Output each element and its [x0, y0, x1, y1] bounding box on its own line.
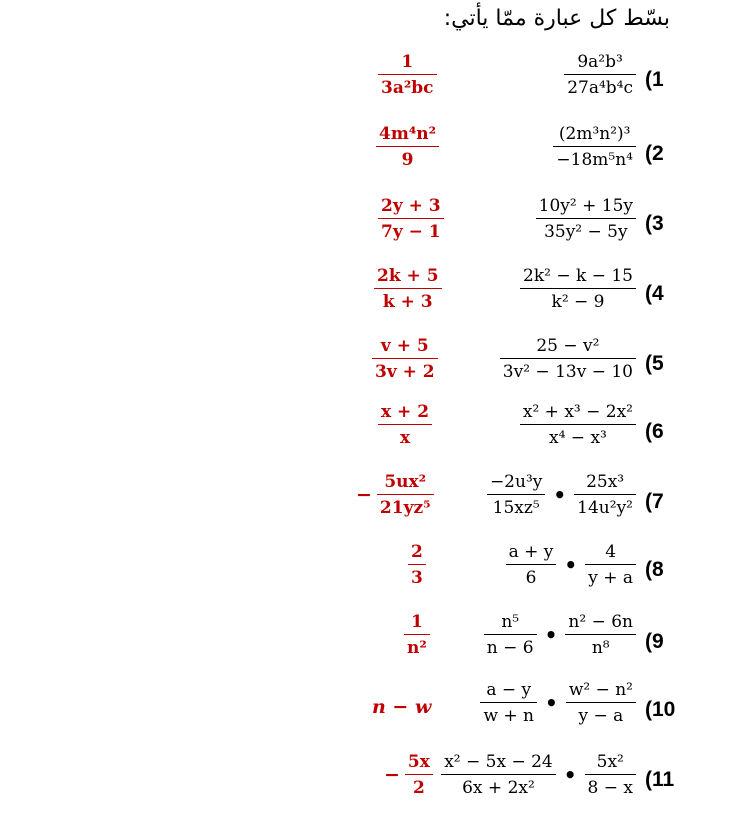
problem-number: (7: [645, 490, 664, 513]
second-factor-fraction: [566, 680, 636, 726]
problem-number: (3: [645, 212, 664, 235]
denominator: 7y − 1: [378, 218, 444, 242]
numerator: 4: [605, 542, 617, 562]
first-factor-fraction: [480, 680, 537, 726]
denominator: 21yz⁵: [377, 494, 434, 518]
denominator: −18m⁵n⁴: [553, 146, 636, 170]
numerator: x + 2: [381, 402, 430, 422]
problem-number: (9: [645, 630, 664, 653]
answer-fraction: [378, 196, 444, 242]
denominator: 8 − x: [585, 774, 636, 798]
numerator: (2m³n²)³: [558, 124, 631, 144]
question-fraction: [536, 196, 636, 242]
answer-fraction: [405, 752, 433, 798]
question-expression: [564, 52, 636, 98]
first-factor-fraction: [441, 752, 556, 798]
answer-expression: [378, 196, 444, 242]
denominator: 3v + 2: [372, 358, 438, 382]
answer-fraction: [404, 612, 430, 658]
answer-expression: [378, 402, 432, 448]
question-expression: [536, 196, 636, 242]
numerator: 25x³: [586, 472, 625, 492]
problem-number: (5: [645, 352, 664, 375]
problem-number: (1: [645, 68, 664, 91]
answer-fraction: [372, 336, 438, 382]
answer-fraction: [376, 124, 439, 170]
denominator: 3v² − 13v − 10: [500, 358, 636, 382]
answer-fraction: [378, 402, 432, 448]
answer-fraction: [377, 472, 434, 518]
denominator: k + 3: [374, 288, 442, 312]
negative-sign: −: [356, 484, 372, 506]
denominator: 14u²y²: [574, 494, 636, 518]
denominator: 3: [408, 564, 426, 588]
question-expression: [520, 266, 636, 312]
denominator: n − 6: [484, 634, 537, 658]
multiply-dot: •: [545, 691, 558, 715]
denominator: 9: [376, 146, 439, 170]
second-factor-fraction: [574, 472, 636, 518]
numerator: x² + x³ − 2x²: [522, 402, 633, 422]
numerator: 4m⁴n²: [379, 124, 437, 144]
denominator: n⁸: [565, 634, 636, 658]
answer-expression: n − w: [372, 696, 432, 718]
denominator: 6: [506, 564, 557, 588]
question-expression: [480, 680, 636, 726]
denominator: n²: [404, 634, 430, 658]
denominator: 35y² − 5y: [536, 218, 636, 242]
multiply-dot: •: [563, 763, 577, 787]
answer-expression: [408, 542, 426, 588]
answer-expression: [404, 612, 430, 658]
question-fraction: [520, 402, 636, 448]
numerator: 1: [410, 612, 423, 632]
numerator: 2k² − k − 15: [523, 266, 633, 286]
problem-number: (6: [645, 420, 664, 443]
numerator: a − y: [486, 680, 532, 700]
question-expression: [487, 472, 636, 518]
numerator: 2y + 3: [381, 196, 441, 216]
denominator: y − a: [566, 702, 636, 726]
problem-number: (4: [645, 282, 664, 305]
question-expression: [520, 402, 636, 448]
denominator: w + n: [480, 702, 537, 726]
numerator: 2k + 5: [377, 266, 439, 286]
answer-expression: [356, 472, 434, 518]
answer-expression: [372, 336, 438, 382]
question-expression: [553, 124, 636, 170]
second-factor-fraction: [585, 542, 636, 588]
numerator: −2u³y: [489, 472, 543, 492]
denominator: k² − 9: [520, 288, 636, 312]
numerator: w² − n²: [568, 680, 633, 700]
answer-fraction: [408, 542, 426, 588]
numerator: x² − 5x − 24: [444, 752, 553, 772]
multiply-dot: •: [544, 623, 558, 647]
question-fraction: [553, 124, 636, 170]
denominator: x⁴ − x³: [520, 424, 636, 448]
instruction-heading: بسّط كل عبارة ممّا يأتي:: [443, 6, 670, 31]
second-factor-fraction: [565, 612, 636, 658]
question-fraction: [500, 336, 636, 382]
numerator: n² − 6n: [568, 612, 633, 632]
answer-expression: [374, 266, 442, 312]
problem-number: (8: [645, 558, 664, 581]
answer-expression: [378, 52, 437, 98]
denominator: 2: [405, 774, 433, 798]
question-expression: [506, 542, 636, 588]
question-expression: [484, 612, 636, 658]
numerator: n⁵: [501, 612, 520, 632]
numerator: 10y² + 15y: [538, 196, 633, 216]
second-factor-fraction: [585, 752, 636, 798]
denominator: 3a²bc: [378, 74, 437, 98]
first-factor-fraction: [484, 612, 537, 658]
numerator: 1: [401, 52, 414, 72]
numerator: v + 5: [380, 336, 429, 356]
denominator: 6x + 2x²: [441, 774, 556, 798]
problem-number: (2: [645, 142, 664, 165]
answer-expression: [384, 752, 433, 798]
multiply-dot: •: [564, 553, 578, 577]
problem-number: (10: [645, 698, 676, 721]
numerator: 5ux²: [384, 472, 427, 492]
problem-number: (11: [645, 768, 675, 791]
numerator: 5x: [407, 752, 430, 772]
numerator: 9a²b³: [577, 52, 623, 72]
question-fraction: [520, 266, 636, 312]
denominator: x: [378, 424, 432, 448]
numerator: a + y: [508, 542, 554, 562]
answer-fraction: [378, 52, 437, 98]
first-factor-fraction: [487, 472, 545, 518]
numerator: 25 − v²: [536, 336, 600, 356]
question-expression: [500, 336, 636, 382]
denominator: 27a⁴b⁴c: [564, 74, 636, 98]
numerator: 5x²: [596, 752, 624, 772]
denominator: 15xz⁵: [487, 494, 545, 518]
answer-expression: [376, 124, 439, 170]
question-fraction: [564, 52, 636, 98]
multiply-dot: •: [553, 483, 567, 507]
numerator: 2: [411, 542, 423, 562]
question-expression: [441, 752, 636, 798]
denominator: y + a: [585, 564, 636, 588]
negative-sign: −: [384, 764, 400, 786]
first-factor-fraction: [506, 542, 557, 588]
answer-fraction: [374, 266, 442, 312]
